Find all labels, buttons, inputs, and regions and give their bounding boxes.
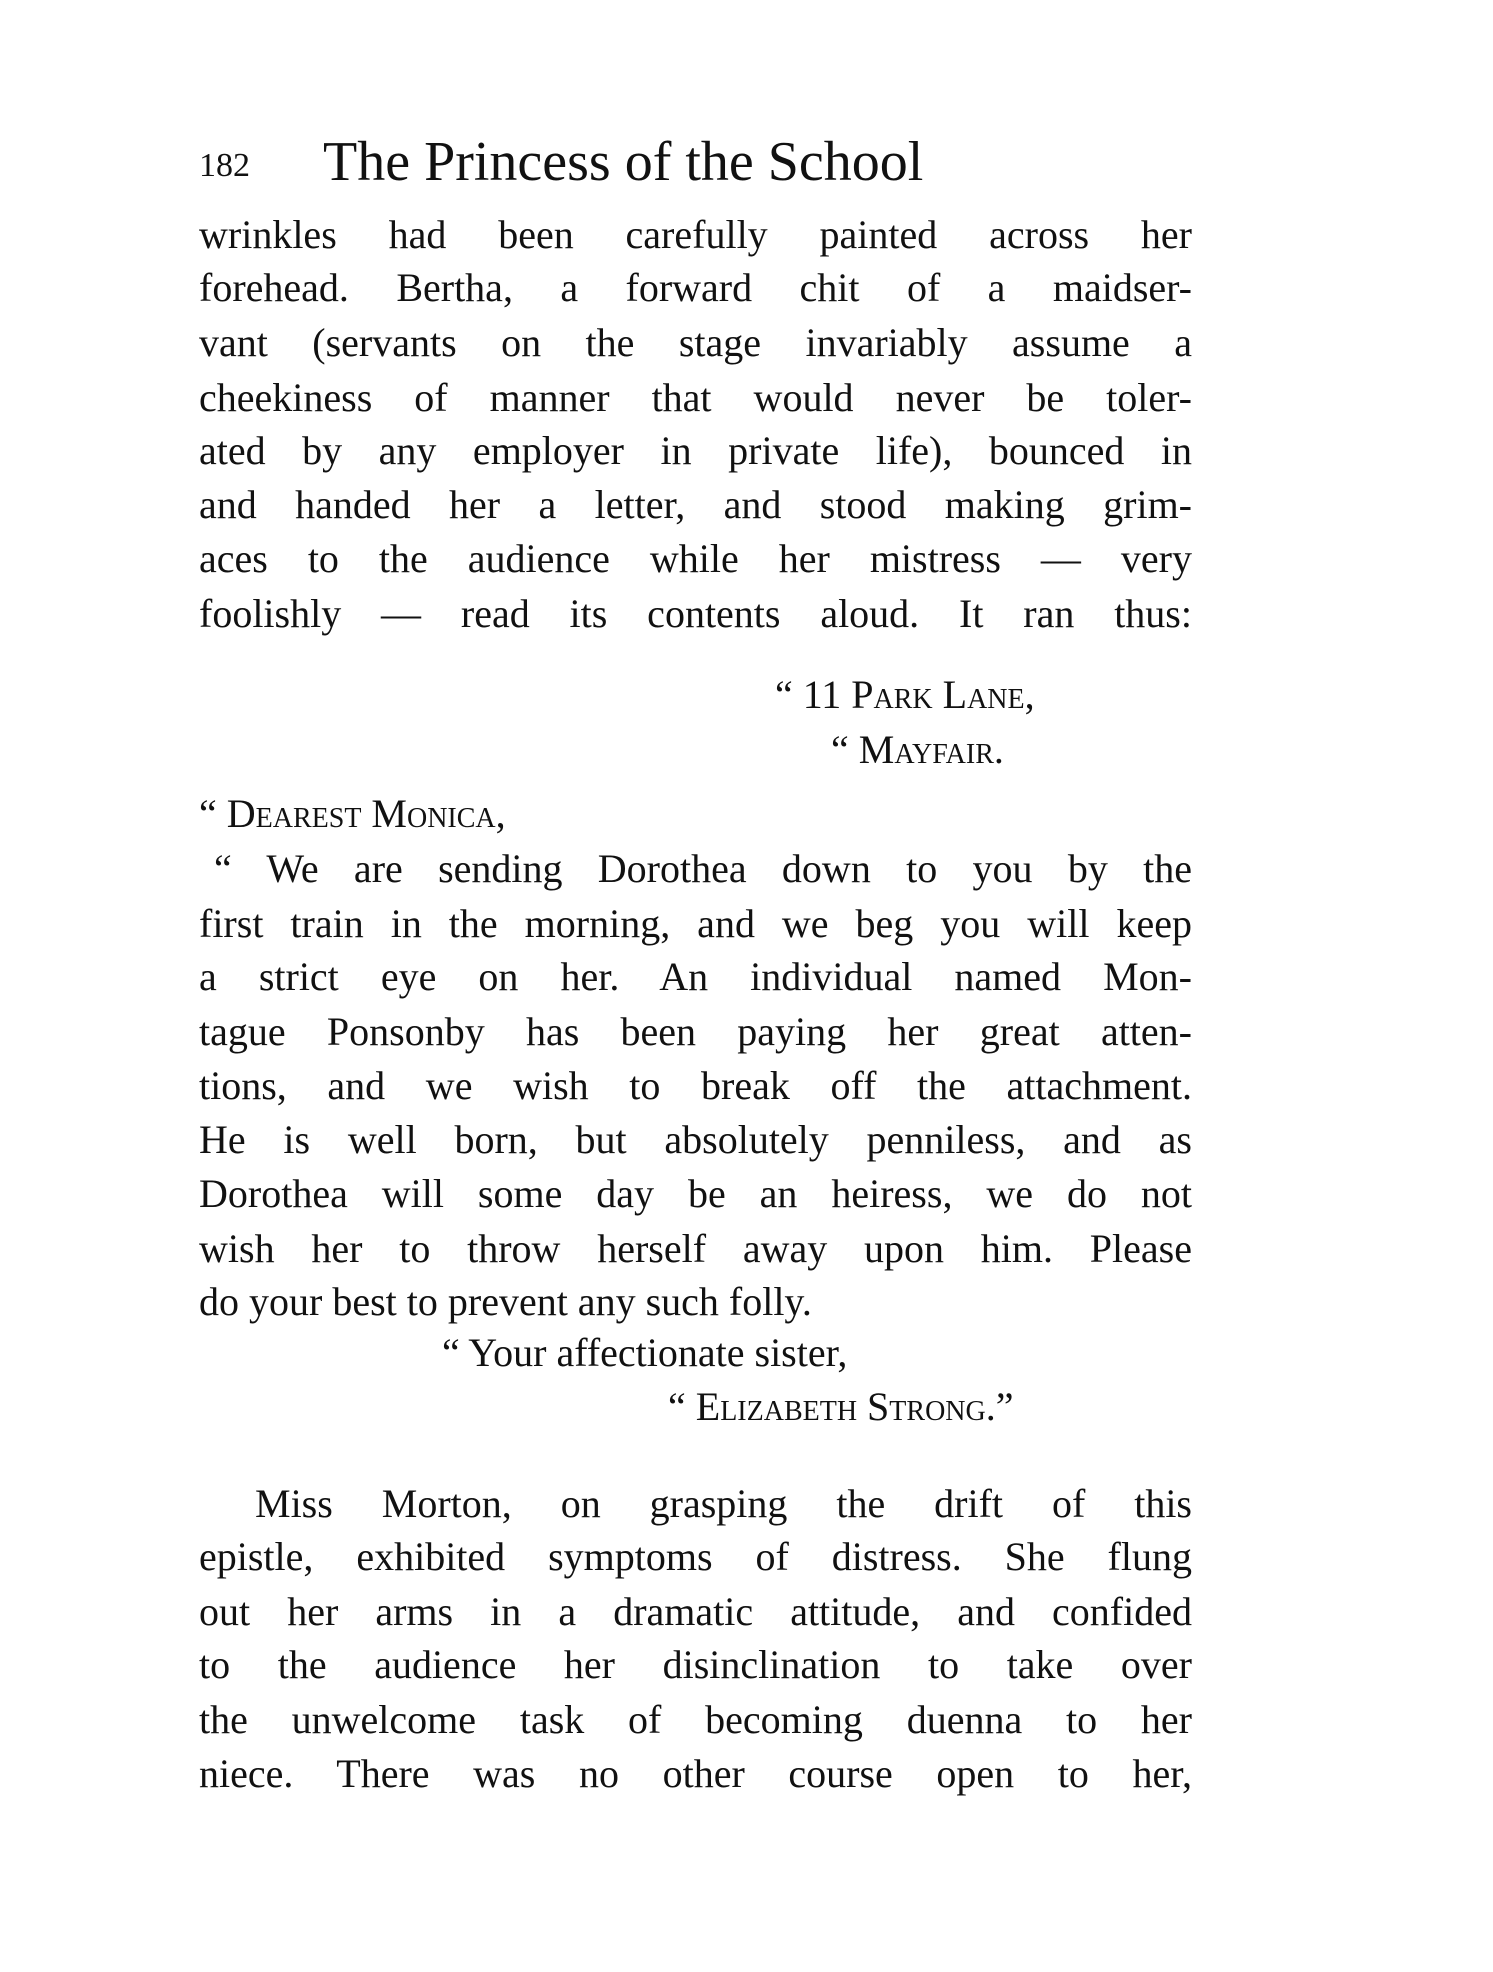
text-line: and handed her a letter, and stood making grim- — [199, 482, 1192, 527]
letter-line: do your best to prevent any such folly. — [199, 1279, 812, 1324]
text-line: cheekiness of manner that would never be toler- — [199, 375, 1192, 420]
text-line: niece. There was no other course open to her, — [199, 1751, 1192, 1796]
letter-address-line: “ 11 Park Lane, — [775, 672, 1035, 717]
letter-salutation: “ Dearest Monica, — [199, 791, 506, 836]
text-line: vant (servants on the stage invariably assume a — [199, 320, 1192, 365]
text-line: foolishly — read its contents aloud. It ran thus: — [199, 591, 1192, 636]
text-line: Miss Morton, on grasping the drift of this — [255, 1481, 1192, 1526]
running-title: The Princess of the School — [323, 131, 924, 193]
text-line: forehead. Bertha, a forward chit of a maidser- — [199, 265, 1192, 310]
text-line: aces to the audience while her mistress — very — [199, 536, 1192, 581]
text-line: epistle, exhibited symptoms of distress. She flung — [199, 1534, 1192, 1579]
text-line: the unwelcome task of becoming duenna to her — [199, 1697, 1192, 1742]
text-line: wrinkles had been carefully painted across her — [199, 212, 1192, 257]
text-line: out her arms in a dramatic attitude, and confided — [199, 1589, 1192, 1634]
letter-signature: “ Elizabeth Strong.” — [668, 1384, 1014, 1429]
letter-line: Dorothea will some day be an heiress, we do not — [199, 1171, 1192, 1216]
letter-line: wish her to throw herself away upon him. Please — [199, 1226, 1192, 1271]
letter-closing: “ Your affectionate sister, — [442, 1330, 848, 1375]
text-line: to the audience her disinclination to take over — [199, 1642, 1192, 1687]
letter-line: tague Ponsonby has been paying her great atten- — [199, 1009, 1192, 1054]
text-line: ated by any employer in private life), bounced in — [199, 428, 1192, 473]
letter-line: first train in the morning, and we beg you will keep — [199, 901, 1192, 946]
letter-address-line: “ Mayfair. — [831, 727, 1004, 772]
page-number: 182 — [199, 147, 250, 184]
letter-line: “ We are sending Dorothea down to you by the — [214, 846, 1192, 891]
letter-line: tions, and we wish to break off the attachment. — [199, 1063, 1192, 1108]
letter-line: He is well born, but absolutely penniless, and as — [199, 1117, 1192, 1162]
letter-line: a strict eye on her. An individual named Mon- — [199, 954, 1192, 999]
